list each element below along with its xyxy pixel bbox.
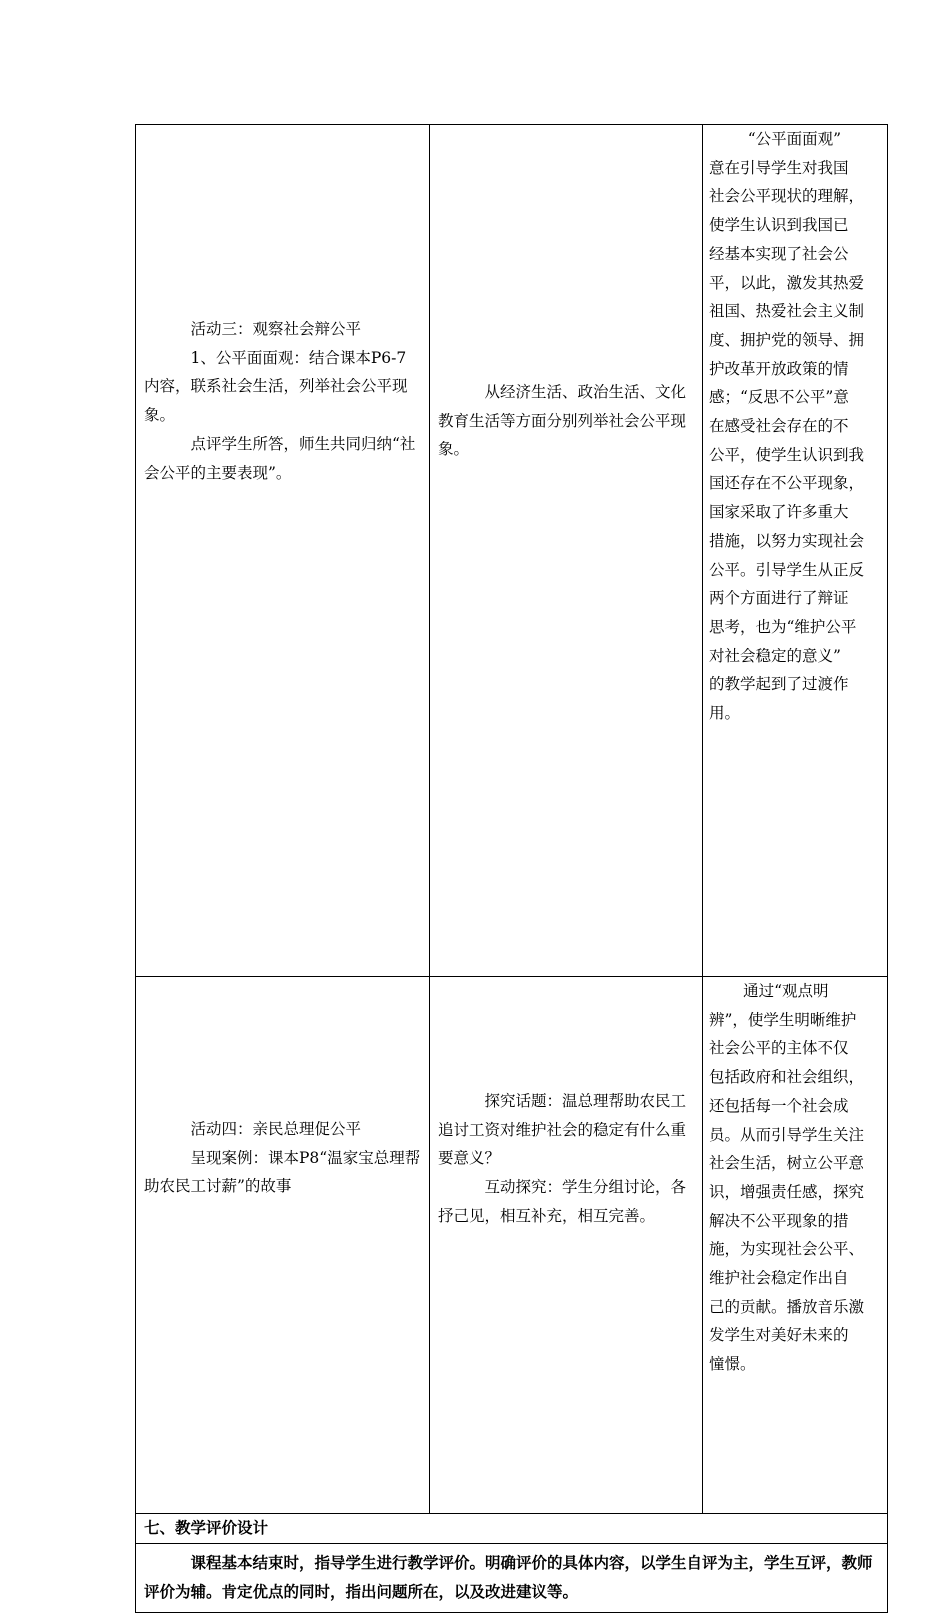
intent-line: 维护社会稳定作出自 bbox=[709, 1269, 849, 1288]
intent-line: 两个方面进行了辩证 bbox=[709, 589, 849, 608]
intent-line: 平，以此，激发其热爱 bbox=[709, 273, 865, 292]
intent-line: 使学生认识到我国已 bbox=[709, 216, 849, 235]
intent-line: 公平，使学生认识到我 bbox=[709, 445, 865, 464]
intent-line: 解决不公平现象的措 bbox=[709, 1211, 849, 1230]
student-activity-cell bbox=[430, 977, 703, 1514]
intent-line: 国家采取了许多重大 bbox=[709, 503, 849, 522]
interactive-explore: 互动探究：学生分组讨论，各抒己见，相互补充，相互完善。 bbox=[438, 1178, 687, 1225]
activity-comment: 点评学生所答，师生共同归纳“社会公平的主要表现”。 bbox=[144, 434, 416, 482]
section-heading: 七、教学评价设计 bbox=[136, 1514, 888, 1544]
activity-cell bbox=[136, 125, 430, 977]
intent-line: 对社会稳定的意义” bbox=[709, 646, 841, 665]
table-row bbox=[136, 125, 888, 977]
intent-line: 还包括每一个社会成 bbox=[709, 1096, 849, 1115]
intent-line: 用。 bbox=[709, 704, 741, 723]
intent-line: 感；“反思不公平”意 bbox=[709, 388, 849, 407]
activity-case: 呈现案例：课本P8“温家宝总理帮助农民工讨薪”的故事 bbox=[144, 1148, 421, 1196]
activity-title: 活动三：观察社会辩公平 bbox=[190, 320, 362, 338]
intent-line: 社会公平的主体不仅 bbox=[709, 1039, 849, 1058]
intent-line: 度、拥护党的领导、拥 bbox=[709, 330, 865, 349]
intent-line: 施，为实现社会公平、 bbox=[709, 1240, 865, 1259]
intent-line: 己的贡献。播放音乐激 bbox=[709, 1297, 865, 1316]
student-activity-cell bbox=[430, 125, 703, 977]
intent-line: 护改革开放政策的情 bbox=[709, 359, 849, 378]
intent-line: 在感受社会存在的不 bbox=[709, 417, 849, 436]
table-row bbox=[136, 977, 888, 1514]
intent-line: 辨”，使学生明晰维护 bbox=[709, 1010, 857, 1029]
evaluation-text bbox=[136, 1543, 888, 1612]
design-intent-cell bbox=[703, 125, 888, 977]
intent-line: 员。从而引导学生关注 bbox=[709, 1125, 865, 1144]
intent-line: 社会生活，树立公平意 bbox=[709, 1154, 865, 1173]
section-heading-row bbox=[136, 1514, 888, 1544]
intent-line: 祖国、热爱社会主义制 bbox=[709, 302, 865, 321]
intent-line: 国还存在不公平现象， bbox=[709, 474, 865, 493]
intent-line: 思考，也为“维护公平 bbox=[709, 617, 857, 636]
intent-line: 公平。引导学生从正反 bbox=[709, 560, 865, 579]
intent-line: 发学生对美好未来的 bbox=[709, 1326, 849, 1345]
evaluation-row bbox=[136, 1543, 888, 1612]
design-intent-text bbox=[709, 977, 881, 1379]
activity-item: 1、公平面面观：结合课本P6-7内容，联系社会生活，列举社会公平现象。 bbox=[144, 348, 408, 425]
design-intent-cell bbox=[703, 977, 888, 1514]
intent-line: 意在引导学生对我国 bbox=[709, 158, 849, 177]
intent-line: 通过“观点明 bbox=[743, 982, 829, 1000]
intent-line: 识，增强责任感，探究 bbox=[709, 1182, 865, 1201]
design-intent-text bbox=[709, 125, 881, 728]
student-activity-text: 从经济生活、政治生活、文化教育生活等方面分别列举社会公平现象。 bbox=[438, 383, 687, 459]
evaluation-body: 课程基本结束时，指导学生进行教学评价。明确评价的具体内容，以学生自评为主，学生互评，教师评价为辅。肯定优点的同时，指出问题所在，以及改进建议等。 bbox=[144, 1553, 873, 1601]
intent-line: “公平面面观” bbox=[747, 130, 842, 148]
intent-line: 包括政府和社会组织， bbox=[709, 1068, 865, 1087]
intent-line: 憧憬。 bbox=[709, 1355, 756, 1374]
intent-line: 措施，以努力实现社会 bbox=[709, 531, 865, 550]
intent-line: 社会公平现状的理解， bbox=[709, 187, 865, 206]
intent-line: 经基本实现了社会公 bbox=[709, 244, 849, 263]
activity-title: 活动四：亲民总理促公平 bbox=[190, 1120, 362, 1138]
explore-topic: 探究话题：温总理帮助农民工追讨工资对维护社会的稳定有什么重要意义？ bbox=[438, 1092, 687, 1168]
lesson-plan-table bbox=[135, 124, 888, 1613]
intent-line: 的教学起到了过渡作 bbox=[709, 675, 849, 694]
activity-cell bbox=[136, 977, 430, 1514]
